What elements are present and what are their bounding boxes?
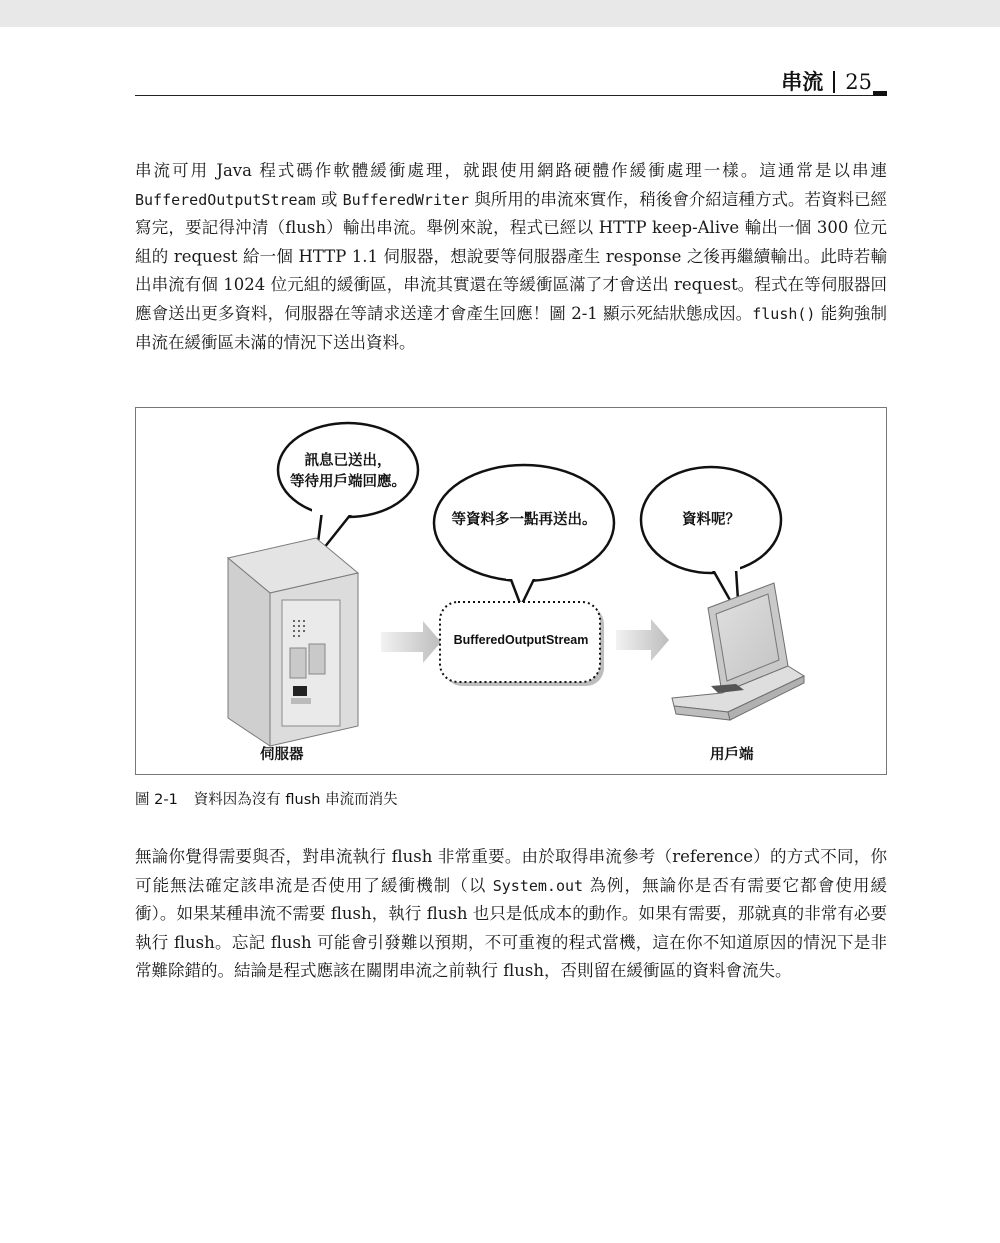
- text-run: 與所用的串流來實作，稍後會介紹這種方式。若資料已經寫完，要記得沖清（flush）輸出串流。舉例來說，程式已經以 HTTP keep-Alive 輸出一個 300 位元組的 request 給一個 HTTP 1.1 伺服器，想說要等伺服器產生 response 之後再繼續輸出。此時若輸出串流有個 1024 位元組的緩衝區，串流其實還在等緩衝區滿了才會送出 request。程式在等伺服器回應會送出更多資料，伺服器在等請求送達才會產生回應！圖 2-1 顯示死結狀態成因。: [135, 189, 887, 323]
- header-mark: [873, 91, 887, 96]
- client-label: 用戶端: [710, 747, 754, 763]
- running-head: [781, 66, 872, 96]
- page-number: 25: [845, 70, 872, 94]
- stream-speech-bubble: [434, 465, 614, 606]
- paragraph-1: [135, 157, 887, 357]
- stream-label: BufferedOutputStream: [453, 633, 589, 647]
- text-run: 無論你覺得需要與否，對串流執行 flush 非常重要。由於取得串流參考（reference）的方式不同，你可能無法確定該串流是否使用了緩衝機制（以: [135, 847, 887, 895]
- text-run: 為例，無論你是否有需要它都會使用緩衝）。如果某種串流不需要 flush，執行 flush 也只是低成本的動作。如果有需要，那就真的非常有必要執行 flush。忘記 flush 可能會引發難以預期，不可重複的程式當機，這在你不知道原因的情況下是非常難除錯的。結論是程式應該在關閉串流之前執行 flush，否則留在緩衝區的資料會流失。: [135, 875, 887, 981]
- arrow-stream-to-client: [616, 619, 669, 661]
- inline-code: BufferedOutputStream: [135, 190, 316, 209]
- paragraph-2: [135, 843, 887, 986]
- server-label: 伺服器: [260, 747, 304, 763]
- client-bubble-text: 資料呢？: [682, 512, 740, 528]
- chapter-title: 串流: [781, 70, 824, 94]
- figure-2-1: [135, 407, 887, 775]
- top-band: [0, 0, 1000, 27]
- stream-bubble-text: 等資料多一點再送出。: [451, 512, 597, 528]
- figure-number: 圖 2-1: [135, 792, 178, 808]
- header-rule: [135, 95, 885, 96]
- caption-text: 資料因為沒有 flush 串流而消失: [193, 792, 398, 808]
- inline-code: BufferedWriter: [342, 190, 470, 209]
- head-divider: [833, 71, 835, 93]
- figure-illustration: [136, 408, 886, 774]
- text-run: 或: [315, 189, 343, 209]
- server-tower: [228, 538, 358, 746]
- inline-code: System.out: [492, 876, 584, 895]
- text-run: 能夠強制串流在緩衝區未滿的情況下送出資料。: [135, 303, 888, 352]
- server-bubble-line-1: 訊息已送出，: [304, 453, 392, 469]
- client-laptop: [672, 583, 804, 720]
- server-bubble-text: [278, 451, 418, 493]
- arrow-server-to-stream: [381, 621, 441, 663]
- server-bubble-line-2: 等待用戶端回應。: [290, 474, 406, 490]
- figure-caption: [135, 788, 398, 809]
- text-run: 串流可用 Java 程式碼作軟體緩衝處理，就跟使用網路硬體作緩衝處理一樣。這通常是以串連: [135, 161, 887, 180]
- inline-code: flush(): [752, 304, 816, 323]
